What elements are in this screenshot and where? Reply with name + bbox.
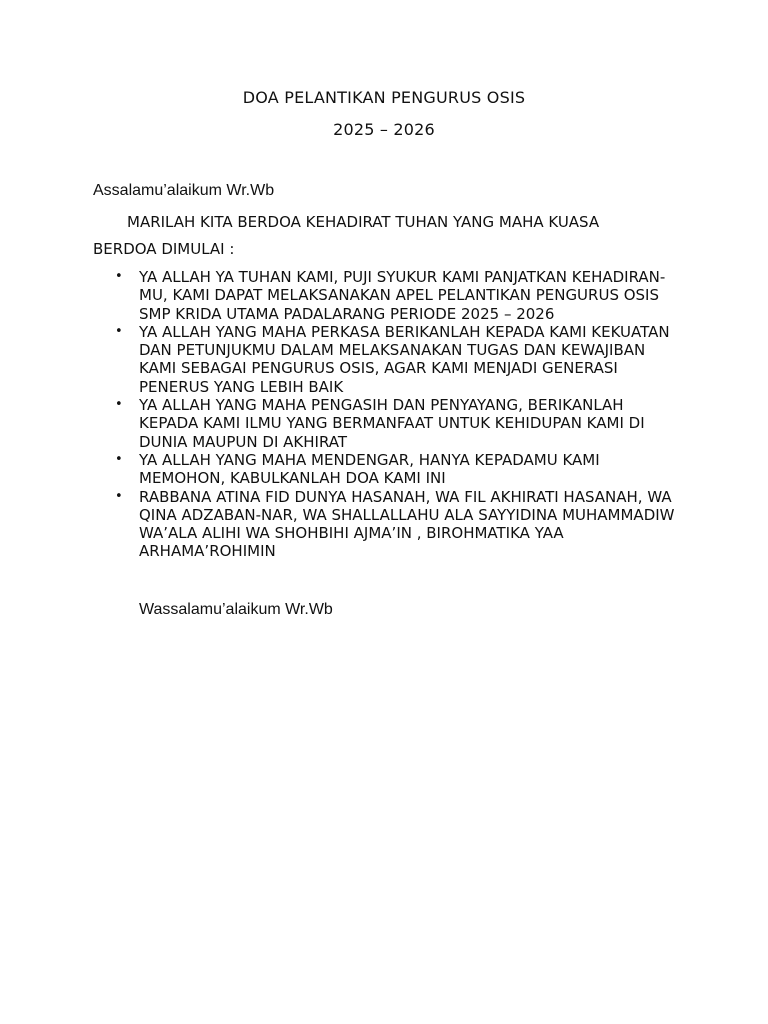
prayer-list <box>93 268 683 561</box>
prayer-item <box>93 323 683 396</box>
bullet-icon: • <box>115 397 123 413</box>
closing-greeting: Wassalamu’alaikum Wr.Wb <box>139 601 333 618</box>
bullet-icon: • <box>115 323 123 339</box>
prayer-text: YA ALLAH YANG MAHA PERKASA BERIKANLAH KEPADA KAMI KEKUATAN DAN PETUNJUKMU DALAM MELAKSANAKAN TUGAS DAN KEWAJIBAN KAMI SEBAGAI PENGURUS OSIS, AGAR KAMI MENJADI GENERASI PENERUS YANG LEBIH BAIK <box>139 322 670 396</box>
document-period: 2025 – 2026 <box>333 120 435 139</box>
bullet-icon: • <box>115 269 123 284</box>
prayer-text: YA ALLAH YA TUHAN KAMI, PUJI SYUKUR KAMI PANJATKAN KEHADIRAN-MU, KAMI DAPAT MELAKSANAKAN APEL PELANTIKAN PENGURUS OSIS SMP KRIDA UTAMA PADALARANG PERIODE 2025 – 2026 <box>139 268 666 323</box>
prayer-item <box>93 396 683 451</box>
prayer-text: RABBANA ATINA FID DUNYA HASANAH, WA FIL AKHIRATI HASANAH, WA QINA ADZABAN-NAR, WA SHALLALLAHU ALA SAYYIDINA MUHAMMADIW WA’ALA ALIHI WA SHOHBIHI AJMA’IN , BIROHMATIKA YAA ARHAMA’ROHIMIN <box>139 487 675 561</box>
prayer-start-label: BERDOA DIMULAI : <box>93 240 235 258</box>
bullet-icon: • <box>115 488 123 504</box>
opening-greeting: Assalamu’alaikum Wr.Wb <box>93 182 275 199</box>
document-title: DOA PELANTIKAN PENGURUS OSIS <box>242 88 526 107</box>
prayer-text: YA ALLAH YANG MAHA PENGASIH DAN PENYAYANG, BERIKANLAH KEPADA KAMI ILMU YANG BERMANFAAT UNTUK KEHIDUPAN KAMI DI DUNIA MAUPUN DI AKHIRAT <box>139 396 645 451</box>
prayer-item <box>93 451 683 488</box>
prayer-invitation: MARILAH KITA BERDOA KEHADIRAT TUHAN YANG MAHA KUASA <box>127 213 600 231</box>
bullet-icon: • <box>115 451 123 467</box>
prayer-item <box>93 488 683 561</box>
prayer-text: YA ALLAH YANG MAHA MENDENGAR, HANYA KEPADAMU KAMI MEMOHON, KABULKANLAH DOA KAMI INI <box>139 450 600 488</box>
prayer-item <box>93 268 683 323</box>
